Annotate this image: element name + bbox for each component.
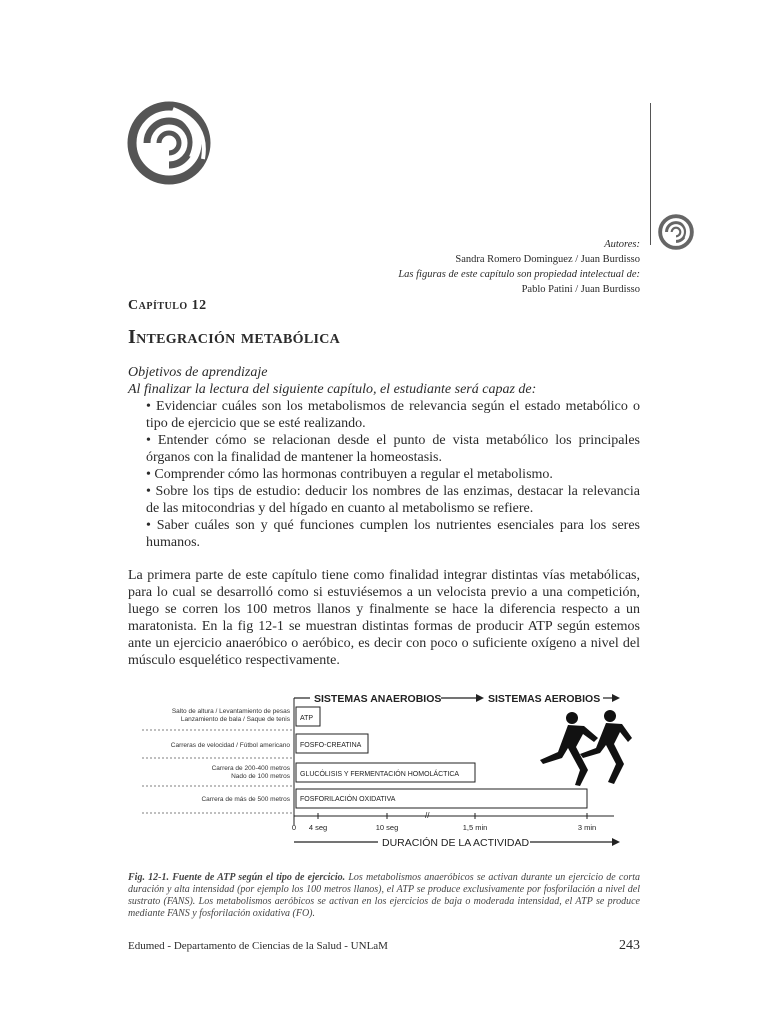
tick-label: 4 seg — [308, 823, 328, 832]
credits — [330, 237, 640, 297]
university-logo-icon — [125, 101, 213, 185]
page-number: 243 — [619, 938, 640, 953]
tick-label: 0 — [291, 823, 297, 832]
tick-label: 1,5 min — [462, 823, 488, 832]
learning-objectives — [128, 364, 640, 551]
activity-label: Carreras de velocidad / Fútbol americano — [170, 742, 290, 749]
objectives-heading: Objetivos de aprendizaje — [128, 365, 268, 380]
objectives-intro: Al finalizar la lectura del siguiente capítulo, el estudiante será capaz de: — [128, 382, 537, 397]
figure-atp-sources — [128, 690, 648, 856]
figures-note: Las figuras de este capítulo son propiedad intelectual de: — [398, 269, 640, 280]
activity-label: Lanzamiento de bala / Saque de tenis — [180, 716, 290, 723]
anaerobic-label: SISTEMAS ANAEROBIOS — [314, 693, 442, 705]
objective-item: • Comprender cómo las hormonas contribuyen a regular el metabolismo. — [146, 467, 553, 482]
activity-label: Carrera de más de 500 metros — [201, 796, 290, 803]
header-divider — [650, 103, 651, 245]
activity-label: Carrera de 200-400 metros — [211, 765, 290, 772]
axis-title: DURACIÓN DE LA ACTIVIDAD — [382, 837, 530, 849]
tick-label: 3 min — [577, 823, 597, 832]
runners-icon — [540, 710, 632, 786]
objective-item: • Saber cuáles son y qué funciones cumplen los nutrientes esenciales para los seres humanos. — [146, 518, 640, 550]
footer-publisher: Edumed - Departamento de Ciencias de la Salud - UNLaM — [128, 940, 388, 952]
caption-text: Los metabolismos anaeróbicos se activan durante un ejercicio de corta duración y alta intensidad (por ejemplo los 100 metros llanos), el ATP se produce exclusivamente por fosforilación a nivel del sustrato (FANS). Los metabolismos aeróbicos se activan en los ejercicios de baja o moderada intensidad, el ATP se produce mediante FANS y fosforilación oxidativa (FO). — [128, 872, 641, 919]
system-label: FOSFORILACIÓN OXIDATIVA — [300, 796, 396, 803]
aerobic-label: SISTEMAS AEROBIOS — [488, 693, 601, 705]
objective-item: • Sobre los tips de estudio: deducir los nombres de las enzimas, destacar la relevancia de las mitocondrias y del hígado en cuanto al metabolismo se refiere. — [146, 484, 640, 516]
figures-authors: Pablo Patini / Juan Burdisso — [521, 284, 640, 295]
chapter-title: Integración metabólica — [128, 326, 341, 348]
objective-item: • Entender cómo se relacionan desde el punto de vista metabólico los principales órganos con la finalidad de mantener la homeostasis. — [146, 433, 640, 465]
small-logo-icon — [657, 214, 695, 250]
axis-break: // — [425, 811, 430, 820]
arrowhead — [612, 694, 620, 702]
objectives-list — [128, 398, 640, 551]
objective-item: • Evidenciar cuáles son los metabolismos de relevancia según el estado metabólico o tipo de ejercicio que se esté realizando. — [146, 399, 640, 431]
intro-paragraph: La primera parte de este capítulo tiene como finalidad integrar distintas vías metabólicas, para lo cual se desarrolló como si estuviésemos a un velocista previo a una competición, luego se corren los 100 metros llanos y finalmente se hace la diferencia respecto a un maratonista. En la fig 12-1 se muestran distintas formas de producir ATP según estemos ante un ejercicio anaeróbico o aeróbico, es decir con poco o suficiente oxígeno a nivel del músculo esquelético respectivamente. — [128, 568, 640, 668]
chapter-label: Capítulo 12 — [128, 298, 207, 313]
system-label: ATP — [300, 715, 314, 722]
activity-label: Salto de altura / Levantamiento de pesas — [171, 708, 290, 715]
system-label: FOSFO-CREATINA — [300, 742, 362, 749]
tick-label: 10 seg — [375, 823, 399, 832]
caption-title: Fuente de ATP según el tipo de ejercicio. — [172, 872, 346, 883]
system-label: GLUCÓLISIS Y FERMENTACIÓN HOMOLÁCTICA — [300, 771, 460, 778]
caption-label: Fig. 12-1. — [128, 872, 169, 883]
arrowhead — [476, 694, 484, 702]
activity-label: Nado de 100 metros — [231, 773, 290, 780]
arrowhead — [612, 838, 620, 846]
authors: Sandra Romero Dominguez / Juan Burdisso — [455, 254, 640, 265]
authors-label: Autores: — [604, 239, 640, 250]
figure-caption — [128, 872, 640, 920]
